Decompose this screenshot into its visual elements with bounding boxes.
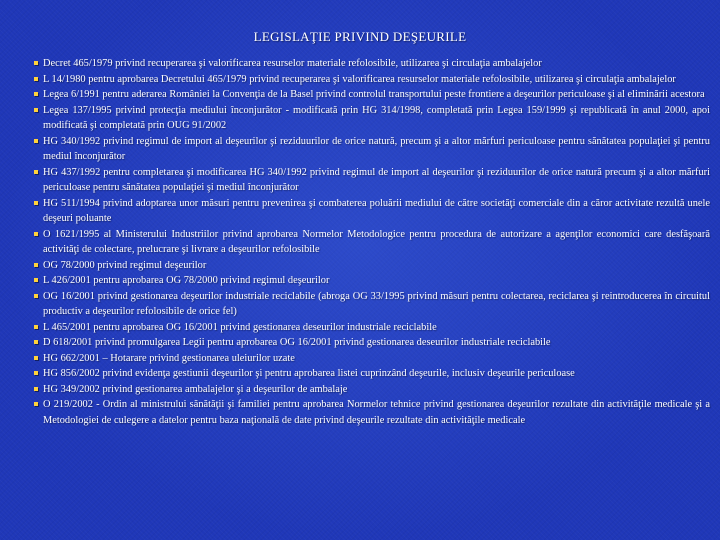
- list-item: [34, 273, 710, 289]
- list-item: [34, 289, 710, 320]
- list-item: [34, 227, 710, 258]
- list-item: [34, 258, 710, 274]
- square-bullet-icon: [34, 387, 38, 391]
- list-item: [34, 397, 710, 428]
- list-item-text: L 14/1980 pentru aprobarea Decretului 465/1979 privind recuperarea şi valorificarea resurselor materiale refolosibile, utilizarea şi circulaţia ambalajelor: [43, 73, 676, 85]
- square-bullet-icon: [34, 108, 38, 112]
- list-item: [34, 72, 710, 88]
- slide-title: LEGISLAŢIE PRIVIND DEŞEURILE: [253, 29, 467, 44]
- square-bullet-icon: [34, 325, 38, 329]
- list-item: [34, 382, 710, 398]
- list-item-text: HG 340/1992 privind regimul de import al deşeurilor şi reziduurilor de orice natură, precum şi a altor mărfuri periculoase pentru sănătatea populaţiei şi pentru mediul înconjurător: [43, 135, 710, 162]
- list-item-text: HG 662/2001 – Hotarare privind gestionarea uleiurilor uzate: [43, 352, 295, 364]
- list-item: [34, 134, 710, 165]
- list-item: [34, 87, 710, 103]
- square-bullet-icon: [34, 294, 38, 298]
- list-item-text: D 618/2001 privind promulgarea Legii pentru aprobarea OG 16/2001 privind gestionarea deseurilor industriale reciclabile: [43, 337, 551, 348]
- list-item-text: OG 78/2000 privind regimul deşeurilor: [43, 259, 207, 271]
- square-bullet-icon: [34, 61, 38, 65]
- list-item-text: L 426/2001 pentru aprobarea OG 78/2000 privind regimul deşeurilor: [43, 275, 330, 286]
- square-bullet-icon: [34, 201, 38, 205]
- square-bullet-icon: [34, 232, 38, 236]
- list-item-text: Legea 137/1995 privind protecţia mediului înconjurător - modificată prin HG 314/1998, completată prin Legea 159/1999 şi republicată în anul 2000, apoi modificată şi completată prin OUG 91/2002: [43, 104, 710, 131]
- list-item: [34, 56, 710, 72]
- list-item: [34, 366, 710, 382]
- square-bullet-icon: [34, 263, 38, 267]
- square-bullet-icon: [34, 356, 38, 360]
- list-item-text: HG 349/2002 privind gestionarea ambalajelor şi a deşeurilor de ambalaje: [43, 383, 348, 395]
- list-item: [34, 335, 710, 351]
- list-item: [34, 196, 710, 227]
- square-bullet-icon: [34, 77, 38, 81]
- square-bullet-icon: [34, 139, 38, 143]
- square-bullet-icon: [34, 278, 38, 282]
- square-bullet-icon: [34, 402, 38, 406]
- square-bullet-icon: [34, 340, 38, 344]
- legislation-list: [34, 56, 710, 428]
- list-item: [34, 165, 710, 196]
- list-item-text: L 465/2001 pentru aprobarea OG 16/2001 privind gestionarea deseurilor industriale reciclabile: [43, 321, 437, 333]
- list-item: [34, 103, 710, 134]
- list-item: [34, 351, 710, 367]
- list-item-text: HG 856/2002 privind evidenţa gestiunii deşeurilor şi pentru aprobarea listei cuprinzând deşeurile, inclusiv deşeurile periculoase: [43, 368, 575, 379]
- list-item: [34, 320, 710, 336]
- list-item-text: Legea 6/1991 pentru aderarea României la Convenţia de la Basel privind controlul transportului peste frontiere a deşeurilor periculoase şi al eliminării acestora: [43, 89, 705, 100]
- list-item-text: HG 511/1994 privind adoptarea unor măsuri pentru prevenirea şi combaterea poluării mediului de către societăţi comerciale din a căror activitate rezultă unele deşeuri poluante: [43, 197, 710, 224]
- square-bullet-icon: [34, 92, 38, 96]
- square-bullet-icon: [34, 371, 38, 375]
- list-item-text: O 219/2002 - Ordin al ministrului sănătăţii şi familiei pentru aprobarea Normelor tehnice privind gestionarea deşeurilor rezultate din activităţile medicale şi a Metodologiei de culegere a datelor pentru baza naţională de date privind deşeurile rezultate din activităţile medicale: [43, 399, 710, 426]
- square-bullet-icon: [34, 170, 38, 174]
- list-item-text: OG 16/2001 privind gestionarea deşeurilor industriale reciclabile (abroga OG 33/1995 privind măsuri pentru colectarea, reciclarea şi reintroducerea în circuitul productiv a deşeurilor refolosibile de orice fel): [43, 290, 710, 317]
- list-item-text: HG 437/1992 pentru completarea şi modificarea HG 340/1992 privind regimul de import al deşeurilor şi reziduurilor de orice natură precum şi a altor mărfuri periculoase pentru sănătatea populaţiei şi mediul înconjurător: [43, 166, 710, 193]
- list-item-text: Decret 465/1979 privind recuperarea şi valorificarea resurselor materiale refolosibile, utilizarea şi circulaţia ambalajelor: [43, 58, 542, 69]
- list-item-text: O 1621/1995 al Ministerului Industriilor privind aprobarea Normelor Metodologice pentru procedura de autorizare a agenţilor economici care desfăşoară activităţi de colectare, prelucrare şi livrare a deşeurilor refolosibile: [43, 228, 710, 255]
